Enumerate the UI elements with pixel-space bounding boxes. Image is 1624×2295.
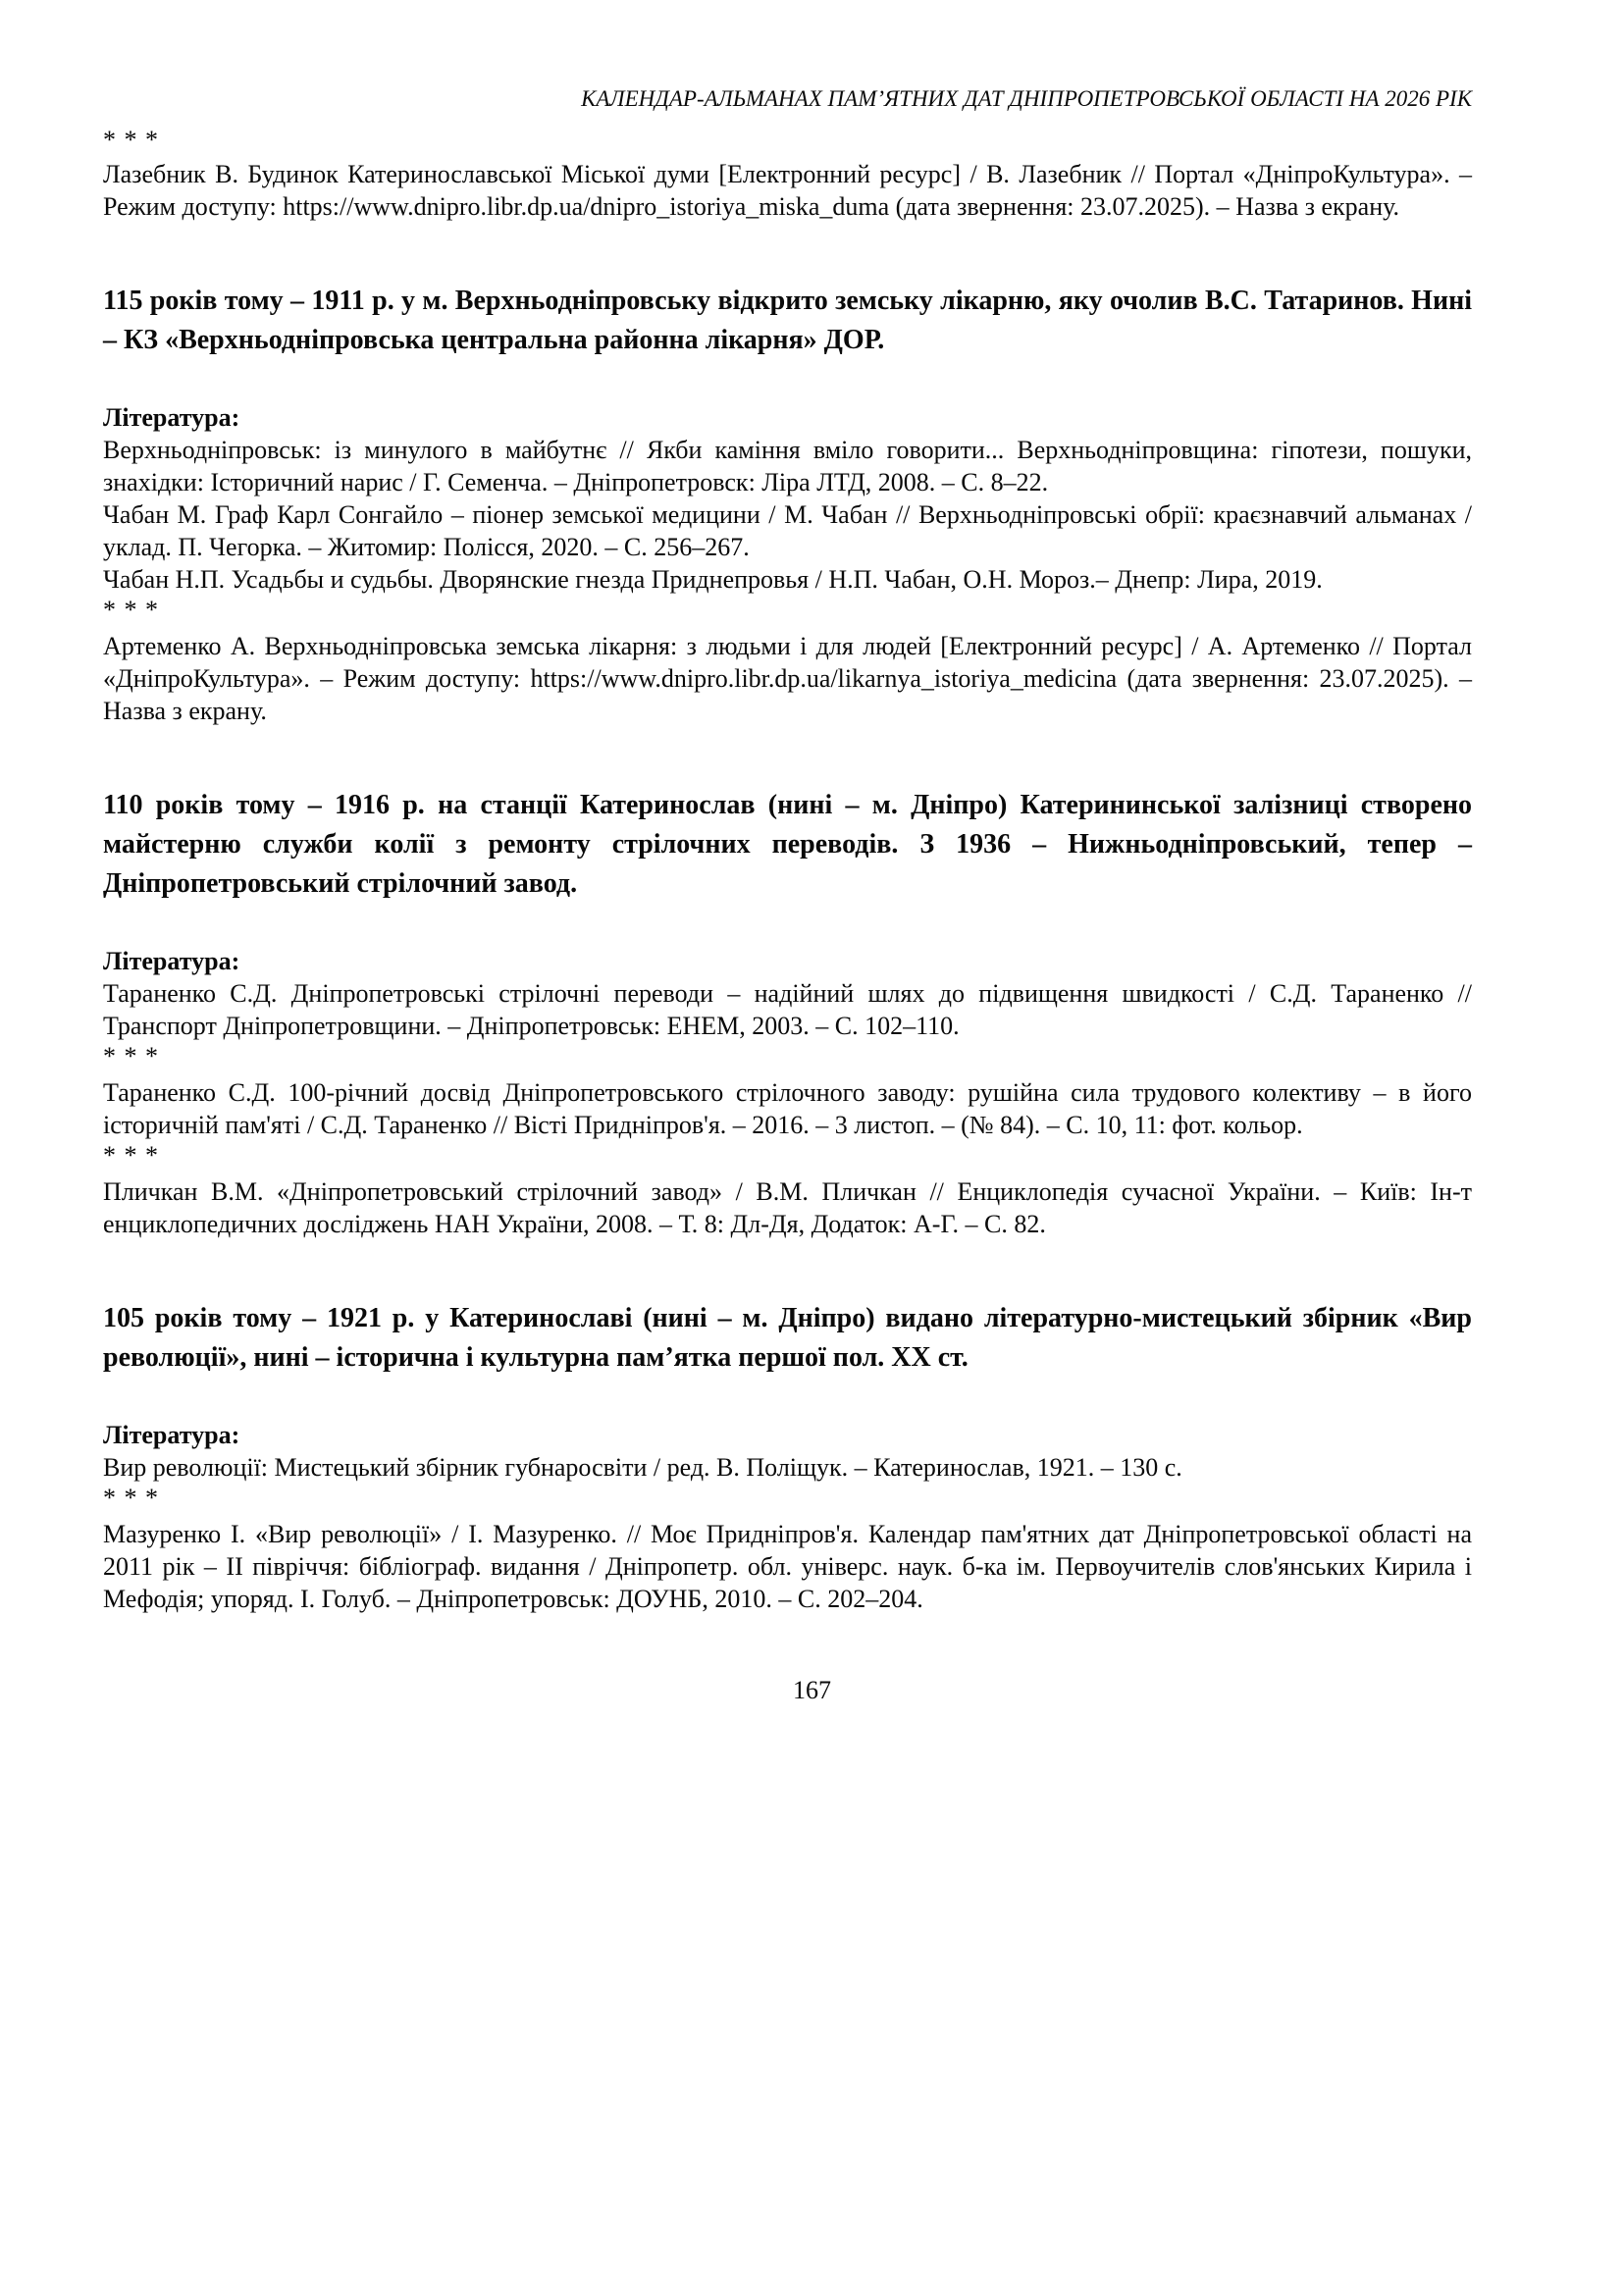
bibliography-entry: Лазебник В. Будинок Катеринославської Міської думи [Електронний ресурс] / В. Лазебник // Портал «ДніпроКультура». – Режим доступу: https://www.dnipro.libr.dp.ua/dnipro_istoriya_miska_duma (дата звернення: 23.07.2025). – Назва з екрану. [103, 160, 1472, 221]
bibliography-entry: Чабан Н.П. Усадьбы и судьбы. Дворянские гнезда Приднепровья / Н.П. Чабан, О.Н. Мороз.– Днепр: Лира, 2019. [103, 565, 1323, 594]
entry-separator: * * * [103, 126, 159, 154]
bibliography-entry: Пличкан В.М. «Дніпропетровський стрілочний завод» / В.М. Пличкан // Енциклопедія сучасної України. – Київ: Ін-т енциклопедичних досліджень НАН України, 2008. – Т. 8: Дл-Дя, Додаток: А-Г. – С. 82. [103, 1177, 1472, 1238]
event-heading-105-years: 105 років тому – 1921 р. у Катеринославі (нині – м. Дніпро) видано літературно-мистецький збірник «Вир революції», нині – історична і культурна пам’ятка першої пол. XX ст. [103, 1303, 1472, 1373]
literature-label: Література: [103, 403, 240, 432]
event-heading-115-years: 115 років тому – 1911 р. у м. Верхньодніпровську відкрито земську лікарню, яку очолив В.С. Татаринов. Нині – КЗ «Верхньодніпровська центральна районна лікарня» ДОР. [103, 286, 1472, 355]
literature-label: Література: [103, 947, 240, 975]
event-section-105-years [103, 1299, 1472, 1615]
event-heading-110-years: 110 років тому – 1916 р. на станції Катеринослав (нині – м. Дніпро) Катерининської залізниці створено майстерню служби колії з ремонту стрілочних переводів. З 1936 – Нижньодніпровський, тепер – Дніпропетровський стрілочний завод. [103, 790, 1472, 899]
entry-separator: * * * [103, 1141, 159, 1170]
entry-separator: * * * [103, 1484, 159, 1512]
bibliography-entry: Вир революції: Мистецький збірник губнаросвіти / ред. В. Поліщук. – Катеринослав, 1921. – 130 с. [103, 1453, 1182, 1482]
bibliography-entry: Тараненко С.Д. Дніпропетровські стрілочні переводи – надійний шлях до підвищення швидкості / С.Д. Тараненко // Транспорт Дніпропетровщини. – Дніпропетровськ: ЕНЕМ, 2003. – С. 102–110. [103, 979, 1472, 1040]
entry-separator: * * * [103, 1042, 159, 1070]
literature-label: Література: [103, 1421, 240, 1449]
bibliography-entry: Артеменко А. Верхньодніпровська земська лікарня: з людьми і для людей [Електронний ресурс] / А. Артеменко // Портал «ДніпроКультура». – Режим доступу: https://www.dnipro.libr.dp.ua/likarnya_istoriya_medicina (дата звернення: 23.07.2025). – Назва з екрану. [103, 632, 1472, 725]
bibliography-entry: Тараненко С.Д. 100-річний досвід Дніпропетровського стрілочного заводу: рушійна сила трудового колективу – в його історичній пам'яті / С.Д. Тараненко // Вісті Придніпров'я. – 2016. – 3 листоп. – (№ 84). – С. 10, 11: фот. кольор. [103, 1078, 1472, 1139]
event-section-110-years [103, 786, 1472, 1240]
bibliography-entry: Чабан М. Граф Карл Сонгайло – піонер земської медицини / М. Чабан // Верхньодніпровські обрії: краєзнавчий альманах / уклад. П. Чегорка. – Житомир: Полісся, 2020. – С. 256–267. [103, 500, 1472, 561]
bibliography-entry: Мазуренко І. «Вир революції» / І. Мазуренко. // Моє Придніпров'я. Календар пам'ятних дат Дніпропетровської області на 2011 рік – ІІ півріччя: бібліограф. видання / Дніпропетр. обл. універс. наук. б-ка ім. Первоучителів слов'янських Кирила і Мефодія; упоряд. І. Голуб. – Дніпропетровськ: ДОУНБ, 2010. – С. 202–204. [103, 1520, 1472, 1613]
bibliography-entry: Верхньодніпровськ: із минулого в майбутнє // Якби каміння вміло говорити... Верхньодніпровщина: гіпотези, пошуки, знахідки: Історичний нарис / Г. Семенча. – Дніпропетровск: Ліра ЛТД, 2008. – С. 8–22. [103, 436, 1472, 496]
event-section-115-years [103, 282, 1472, 727]
page-number: 167 [793, 1676, 831, 1704]
entry-separator: * * * [103, 596, 159, 624]
running-header: КАЛЕНДАР-АЛЬМАНАХ ПАМ’ЯТНИХ ДАТ ДНІПРОПЕТРОВСЬКОЇ ОБЛАСТІ НА 2026 РІК [581, 86, 1472, 111]
